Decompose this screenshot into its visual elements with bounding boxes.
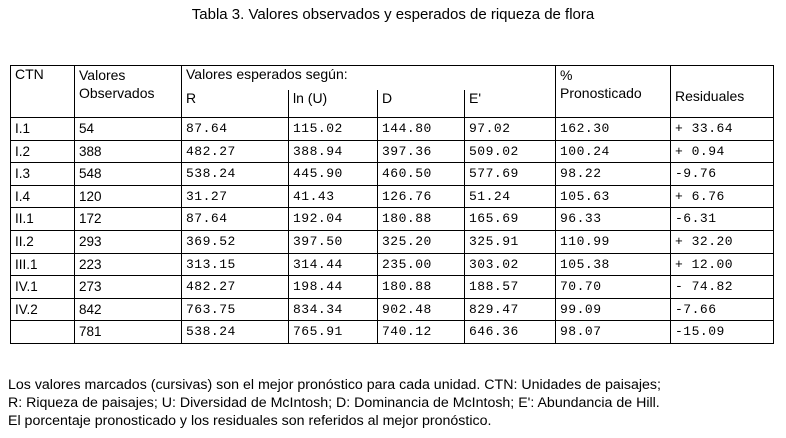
cell-obs: 842 (75, 298, 182, 321)
header-e: E' (465, 90, 556, 118)
cell-d: 740.12 (378, 321, 465, 344)
table-row (11, 253, 774, 276)
cell-pct: 96.33 (556, 208, 671, 231)
cell-ctn: I.1 (11, 118, 75, 141)
cell-ctn: IV.1 (11, 276, 75, 299)
cell-e: 646.36 (465, 321, 556, 344)
cell-e: 325.91 (465, 230, 556, 253)
cell-r: 31.27 (182, 185, 289, 208)
cell-ctn: I.3 (11, 163, 75, 186)
footnote-line1: Los valores marcados (cursivas) son el mejor pronóstico para cada unidad. CTN: Unidades de paisajes; (8, 377, 661, 393)
cell-obs: 172 (75, 208, 182, 231)
cell-lnu: 192.04 (289, 208, 378, 231)
table-row (11, 298, 774, 321)
cell-pct: 70.70 (556, 276, 671, 299)
header-d: D (378, 90, 465, 118)
cell-r: 87.64 (182, 118, 289, 141)
table-row (11, 185, 774, 208)
header-pct-line2: Pronosticado (560, 85, 642, 101)
cell-pct: 162.30 (556, 118, 671, 141)
cell-obs: 548 (75, 163, 182, 186)
cell-r: 538.24 (182, 321, 289, 344)
cell-res: + 6.76 (671, 185, 774, 208)
cell-obs: 223 (75, 253, 182, 276)
cell-d: 902.48 (378, 298, 465, 321)
cell-res: + 0.94 (671, 140, 774, 163)
cell-e: 97.02 (465, 118, 556, 141)
header-residuales: Residuales (671, 66, 774, 118)
cell-e: 509.02 (465, 140, 556, 163)
cell-d: 144.80 (378, 118, 465, 141)
cell-ctn: I.2 (11, 140, 75, 163)
cell-pct: 99.09 (556, 298, 671, 321)
cell-lnu: 445.90 (289, 163, 378, 186)
cell-res: - 74.82 (671, 276, 774, 299)
table-row (11, 230, 774, 253)
footnote (8, 376, 780, 430)
header-pct-line1: % (560, 67, 573, 83)
cell-pct: 98.07 (556, 321, 671, 344)
cell-pct: 110.99 (556, 230, 671, 253)
cell-ctn: III.1 (11, 253, 75, 276)
cell-ctn: II.1 (11, 208, 75, 231)
cell-ctn: II.2 (11, 230, 75, 253)
cell-res: + 12.00 (671, 253, 774, 276)
cell-d: 235.00 (378, 253, 465, 276)
cell-lnu: 41.43 (289, 185, 378, 208)
table-row (11, 276, 774, 299)
cell-e: 188.57 (465, 276, 556, 299)
cell-lnu: 314.44 (289, 253, 378, 276)
cell-obs: 54 (75, 118, 182, 141)
cell-r: 369.52 (182, 230, 289, 253)
cell-d: 180.88 (378, 208, 465, 231)
cell-e: 303.02 (465, 253, 556, 276)
cell-pct: 105.38 (556, 253, 671, 276)
cell-r: 313.15 (182, 253, 289, 276)
cell-pct: 100.24 (556, 140, 671, 163)
cell-e: 165.69 (465, 208, 556, 231)
cell-lnu: 388.94 (289, 140, 378, 163)
header-observed (75, 66, 182, 118)
cell-obs: 388 (75, 140, 182, 163)
header-observed-line1: Valores (79, 67, 126, 83)
cell-res: -9.76 (671, 163, 774, 186)
cell-obs: 120 (75, 185, 182, 208)
cell-r: 482.27 (182, 276, 289, 299)
cell-ctn: IV.2 (11, 298, 75, 321)
header-ctn: CTN (11, 66, 75, 118)
table-row (11, 163, 774, 186)
table-row (11, 140, 774, 163)
cell-res: + 33.64 (671, 118, 774, 141)
header-lnu: ln (U) (289, 90, 378, 118)
cell-res: -15.09 (671, 321, 774, 344)
cell-res: + 32.20 (671, 230, 774, 253)
header-expected-group: Valores esperados según: (182, 66, 556, 90)
table-row (11, 321, 774, 344)
cell-lnu: 765.91 (289, 321, 378, 344)
header-r: R (182, 90, 289, 118)
cell-r: 482.27 (182, 140, 289, 163)
table-caption: Tabla 3. Valores observados y esperados de riqueza de flora (191, 6, 595, 23)
cell-res: -7.66 (671, 298, 774, 321)
cell-d: 397.36 (378, 140, 465, 163)
cell-d: 126.76 (378, 185, 465, 208)
header-pct (556, 66, 671, 118)
cell-lnu: 198.44 (289, 276, 378, 299)
cell-obs: 273 (75, 276, 182, 299)
cell-r: 538.24 (182, 163, 289, 186)
cell-e: 51.24 (465, 185, 556, 208)
cell-e: 829.47 (465, 298, 556, 321)
cell-pct: 98.22 (556, 163, 671, 186)
table-row (11, 208, 774, 231)
cell-ctn: I.4 (11, 185, 75, 208)
cell-res: -6.31 (671, 208, 774, 231)
cell-d: 180.88 (378, 276, 465, 299)
footnote-line3: El porcentaje pronosticado y los residuales son referidos al mejor pronóstico. (8, 413, 492, 429)
cell-lnu: 834.34 (289, 298, 378, 321)
cell-e: 577.69 (465, 163, 556, 186)
cell-r: 87.64 (182, 208, 289, 231)
footnote-line2: R: Riqueza de paisajes; U: Diversidad de McIntosh; D: Dominancia de McIntosh; E': Abundancia de Hill. (8, 395, 660, 411)
flora-richness-table (10, 65, 774, 344)
cell-d: 460.50 (378, 163, 465, 186)
header-observed-line2: Observados (79, 85, 155, 101)
cell-r: 763.75 (182, 298, 289, 321)
cell-ctn (11, 321, 75, 344)
cell-pct: 105.63 (556, 185, 671, 208)
table-row (11, 118, 774, 141)
cell-lnu: 115.02 (289, 118, 378, 141)
cell-d: 325.20 (378, 230, 465, 253)
cell-obs: 781 (75, 321, 182, 344)
cell-obs: 293 (75, 230, 182, 253)
cell-lnu: 397.50 (289, 230, 378, 253)
